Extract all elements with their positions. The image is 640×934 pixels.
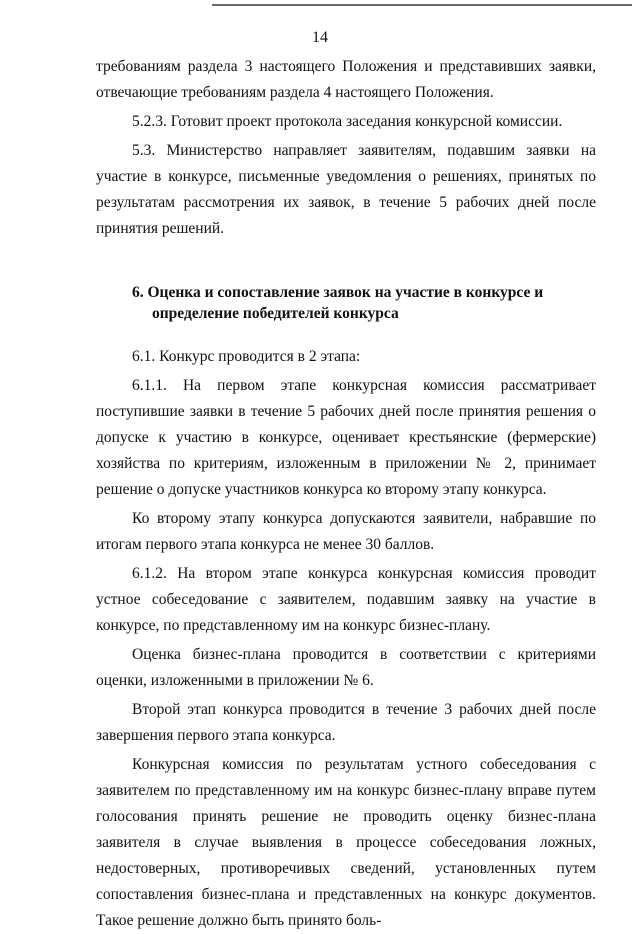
top-rule-line: [212, 4, 632, 6]
document-body: [96, 54, 596, 934]
paragraph-second-stage-admission: Ко второму этапу конкурса допускаются заявители, набравшие по итогам первого этапа конкурса не менее 30 баллов.: [96, 510, 596, 553]
paragraph-second-stage-duration: Второй этап конкурса проводится в течение 3 рабочих дней после завершения первого этапа конкурса.: [96, 701, 596, 744]
paragraph-continuation: требованиям раздела 3 настоящего Положения и представивших заявки, отвечающие требованиям раздела 4 настоящего Положения.: [96, 58, 596, 101]
paragraph-5-2-3: 5.2.3. Готовит проект протокола заседания конкурсной комиссии.: [132, 113, 563, 130]
page-number: 14: [312, 29, 328, 46]
paragraph-5-3: 5.3. Министерство направляет заявителям, подавшим заявки на участие в конкурсе, письменные уведомления о решениях, принятых по результатам рассмотрения их заявок, в течение 5 рабочих дней после принятия решений.: [96, 142, 596, 237]
paragraph-6-1-1: 6.1.1. На первом этапе конкурсная комиссия рассматривает поступившие заявки в течение 5 рабочих дней после принятия решения о допуске к участию в конкурсе, оценивает крестьянские (фермерские) хозяйства по критериям, изложенным в приложении № 2, принимает решение о допуске участников конкурса ко второму этапу конкурса.: [96, 377, 596, 498]
paragraph-commission-decision: Конкурсная комиссия по результатам устного собеседования с заявителем по представленному им на конкурс бизнес-плану вправе путем голосования принять решение не проводить оценку бизнес-плана заявителя в случае выявления в процессе собеседования ложных, недостоверных, противоречивых сведений, установленных путем сопоставления бизнес-плана и представленных на конкурс документов. Такое решение должно быть принято боль-: [96, 756, 596, 929]
paragraph-6-1: 6.1. Конкурс проводится в 2 этапа:: [132, 348, 361, 365]
paragraph-business-plan-evaluation: Оценка бизнес-плана проводится в соответствии с критериями оценки, изложенными в приложении № 6.: [96, 646, 596, 689]
section-6-heading-line1: 6. Оценка и сопоставление заявок на участие в конкурсе и: [132, 284, 544, 301]
section-6-heading: [96, 282, 596, 324]
paragraph-6-1-2: 6.1.2. На втором этапе конкурса конкурсная комиссия проводит устное собеседование с заявителем, подавшим заявку на участие в конкурсе, по представленному им на конкурс бизнес-плану.: [96, 565, 596, 634]
section-6-heading-line2: определение победителей конкурса: [152, 305, 399, 322]
